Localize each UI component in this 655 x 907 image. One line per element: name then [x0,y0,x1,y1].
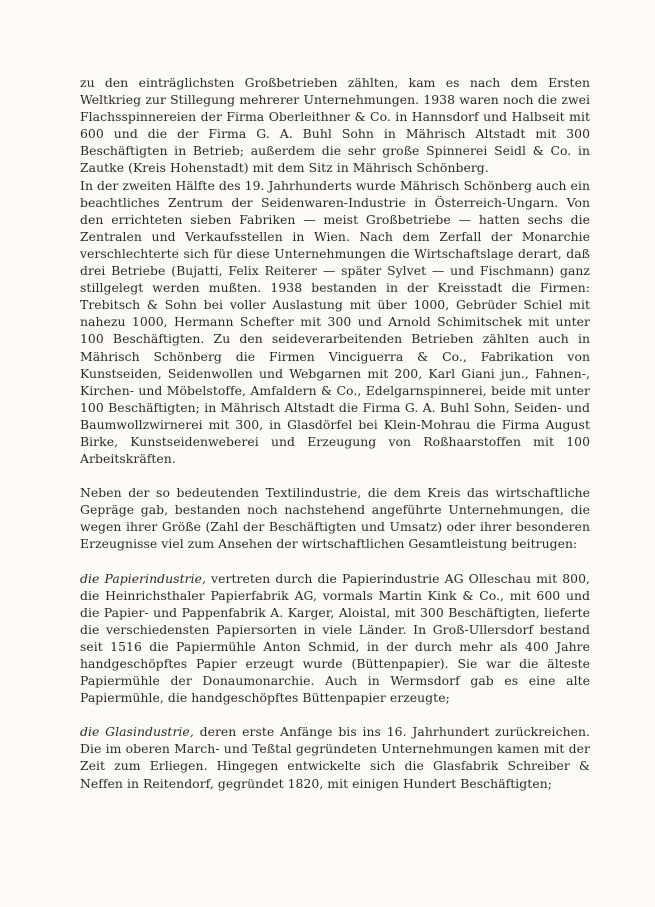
paragraph-text: In der zweiten Hälfte des 19. Jahrhunderts wurde Mährisch Schönberg auch ein beachtliches Zentrum der Seidenwaren-Industrie in Österreich-Ungarn. Von den errichteten sieben Fabriken — meist Großbetriebe — hatten sechs die Zentralen und Verkaufsstellen in Wien. Nach dem Zerfall der Monarchie verschlechterte sich für diese Unternehmungen die Wirtschaftslage derart, daß drei Betriebe (Bujatti, Felix Reiterer — später Sylvet — und Fischmann) ganz stillgelegt werden mußten. 1938 bestanden in der Kreisstadt die Firmen: Trebitsch & Sohn bei voller Auslastung mit über 1000, Gebrüder Schiel mit nahezu 1000, Hermann Schefter mit 300 und Arnold Schimitschek mit unter 100 Beschäftigten. Zu den seideverarbeitenden Betrieben zählten auch in Mährisch Schönberg die Firmen Vinciguerra & Co., Fabrikation von Kunstseiden, Seidenwollen und Webgarnen mit 200, Karl Giani jun., Fahnen-, Kirchen- und Möbelstoffe, Amfaldern & Co., Edelgarnspinnerei, beide mit unter 100 Beschäftigten; in Mährisch Altstadt die Firma G. A. Buhl Sohn, Seiden- und Baumwollzwirnerei mit 300, in Glasdörfel bei Klein-Mohrau die Firma August Birke, Kunstseidenweberei und Erzeugung von Roßhaarstoffen mit 100 Arbeitskräften. [80,177,590,467]
paragraph-flax-spinning [80,74,590,177]
paragraph-gap [80,706,590,723]
section-lead: die Papierindustrie, [80,570,206,586]
section-lead: die Glasindustrie, [80,724,194,740]
paragraph-gap [80,553,590,570]
paragraph-silk-industry [80,177,590,468]
body-text [80,74,590,792]
paragraph-paper-industry [80,570,590,707]
paragraph-glass-industry [80,723,590,791]
paragraph-text: vertreten durch die Papierindustrie AG Olleschau mit 800, die Heinrichsthaler Papierfabrik AG, vormals Martin Kink & Co., mit 600 und die Papier- und Pappenfabrik A. Karger, Aloistal, mit 300 Beschäftigten, lieferte die verschiedensten Papiersorten in viele Länder. In Groß-Ullersdorf bestand seit 1516 die Papiermühle Anton Schmid, in der durch mehr als 400 Jahre handgeschöpftes Papier erzeugt wurde (Büttenpapier). Sie war die älteste Papiermühle der Donaumonarchie. Auch in Wermsdorf gab es eine alte Papiermühle, die handgeschöpftes Büttenpapier erzeugte; [80,570,590,706]
paragraph-other-enterprises [80,484,590,552]
paragraph-text: Neben der so bedeutenden Textilindustrie, die dem Kreis das wirtschaftliche Gepräge gab, bestanden noch nachstehend angeführte Unternehmungen, die wegen ihrer Größe (Zahl der Beschäftigten und Umsatz) oder ihrer besonderen Erzeugnisse viel zum Ansehen der wirtschaftlichen Gesamtleistung beitrugen: [80,485,590,552]
paragraph-text: deren erste Anfänge bis ins 16. Jahrhundert zurückreichen. Die im oberen March- und Teßtal gegründeten Unternehmungen kamen mit der Zeit zum Erliegen. Hingegen entwickelte sich die Glasfabrik Schreiber & Neffen in Reitendorf, gegründet 1820, mit einigen Hundert Beschäftigten; [80,724,590,791]
paragraph-text: zu den einträglichsten Großbetrieben zählten, kam es nach dem Ersten Weltkrieg zur Stillegung mehrerer Unternehmungen. 1938 waren noch die zwei Flachsspinnereien der Firma Oberleithner & Co. in Hannsdorf und Halbseit mit 600 und die der Firma G. A. Buhl Sohn in Mährisch Altstadt mit 300 Beschäftigten in Betrieb; außerdem die sehr große Spinnerei Seidl & Co. in Zautke (Kreis Hohenstadt) mit dem Sitz in Mährisch Schönberg. [80,75,590,176]
paragraph-gap [80,467,590,484]
